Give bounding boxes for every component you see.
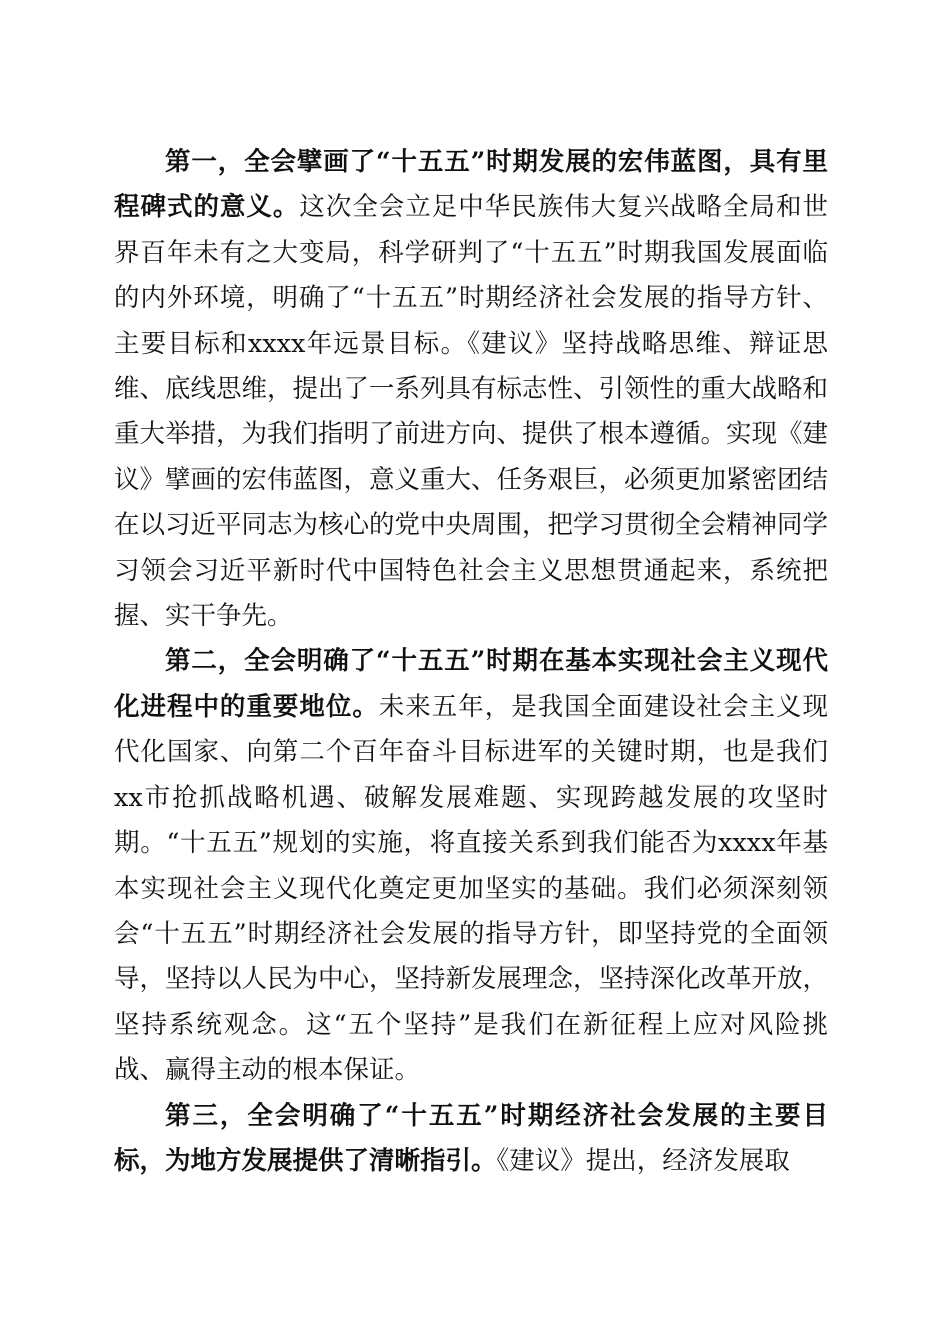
paragraph-lead: 第一，全会擘画了“十五五”时期发展的宏伟蓝图，具有里程碑式的意义。 bbox=[114, 147, 828, 223]
document-body bbox=[114, 140, 828, 1184]
paragraph-body: 未来五年，是我国全面建设社会主义现代化国家、向第二个百年奋斗目标进军的关键时期，也是我们xx市抢抓战略机遇、破解发展难题、实现跨越发展的攻坚时期。“十五五”规划的实施，将直接关系到我们能否为xxxx年基本实现社会主义现代化奠定更加坚实的基础。我们必须深刻领会“十五五”时期经济社会发展的指导方针，即坚持党的全面领导，坚持以人民为中心，坚持新发展理念，坚持深化改革开放，坚持系统观念。这“五个坚持”是我们在新征程上应对风险挑战、赢得主动的根本保证。 bbox=[114, 691, 829, 1086]
paragraph-second bbox=[114, 639, 828, 1093]
paragraph-lead: 第二，全会明确了“十五五”时期在基本实现社会主义现代化进程中的重要地位。 bbox=[114, 646, 828, 722]
paragraph-third bbox=[114, 1094, 828, 1185]
paragraph-body: 《建议》提出，经济发展取 bbox=[496, 1145, 790, 1176]
paragraph-lead: 第三，全会明确了“十五五”时期经济社会发展的主要目标，为地方发展提供了清晰指引。 bbox=[114, 1100, 828, 1176]
paragraph-first bbox=[114, 140, 828, 639]
paragraph-body: 这次全会立足中华民族伟大复兴战略全局和世界百年未有之大变局，科学研判了“十五五”时期我国发展面临的内外环境，明确了“十五五”时期经济社会发展的指导方针、主要目标和xxxx年远景目标。《建议》坚持战略思维、辩证思维、底线思维，提出了一系列具有标志性、引领性的重大战略和重大举措，为我们指明了前进方向、提供了根本遵循。实现《建议》擘画的宏伟蓝图，意义重大、任务艰巨，必须更加紧密团结在以习近平同志为核心的党中央周围，把学习贯彻全会精神同学习领会习近平新时代中国特色社会主义思想贯通起来，系统把握、实干争先。 bbox=[114, 192, 829, 632]
